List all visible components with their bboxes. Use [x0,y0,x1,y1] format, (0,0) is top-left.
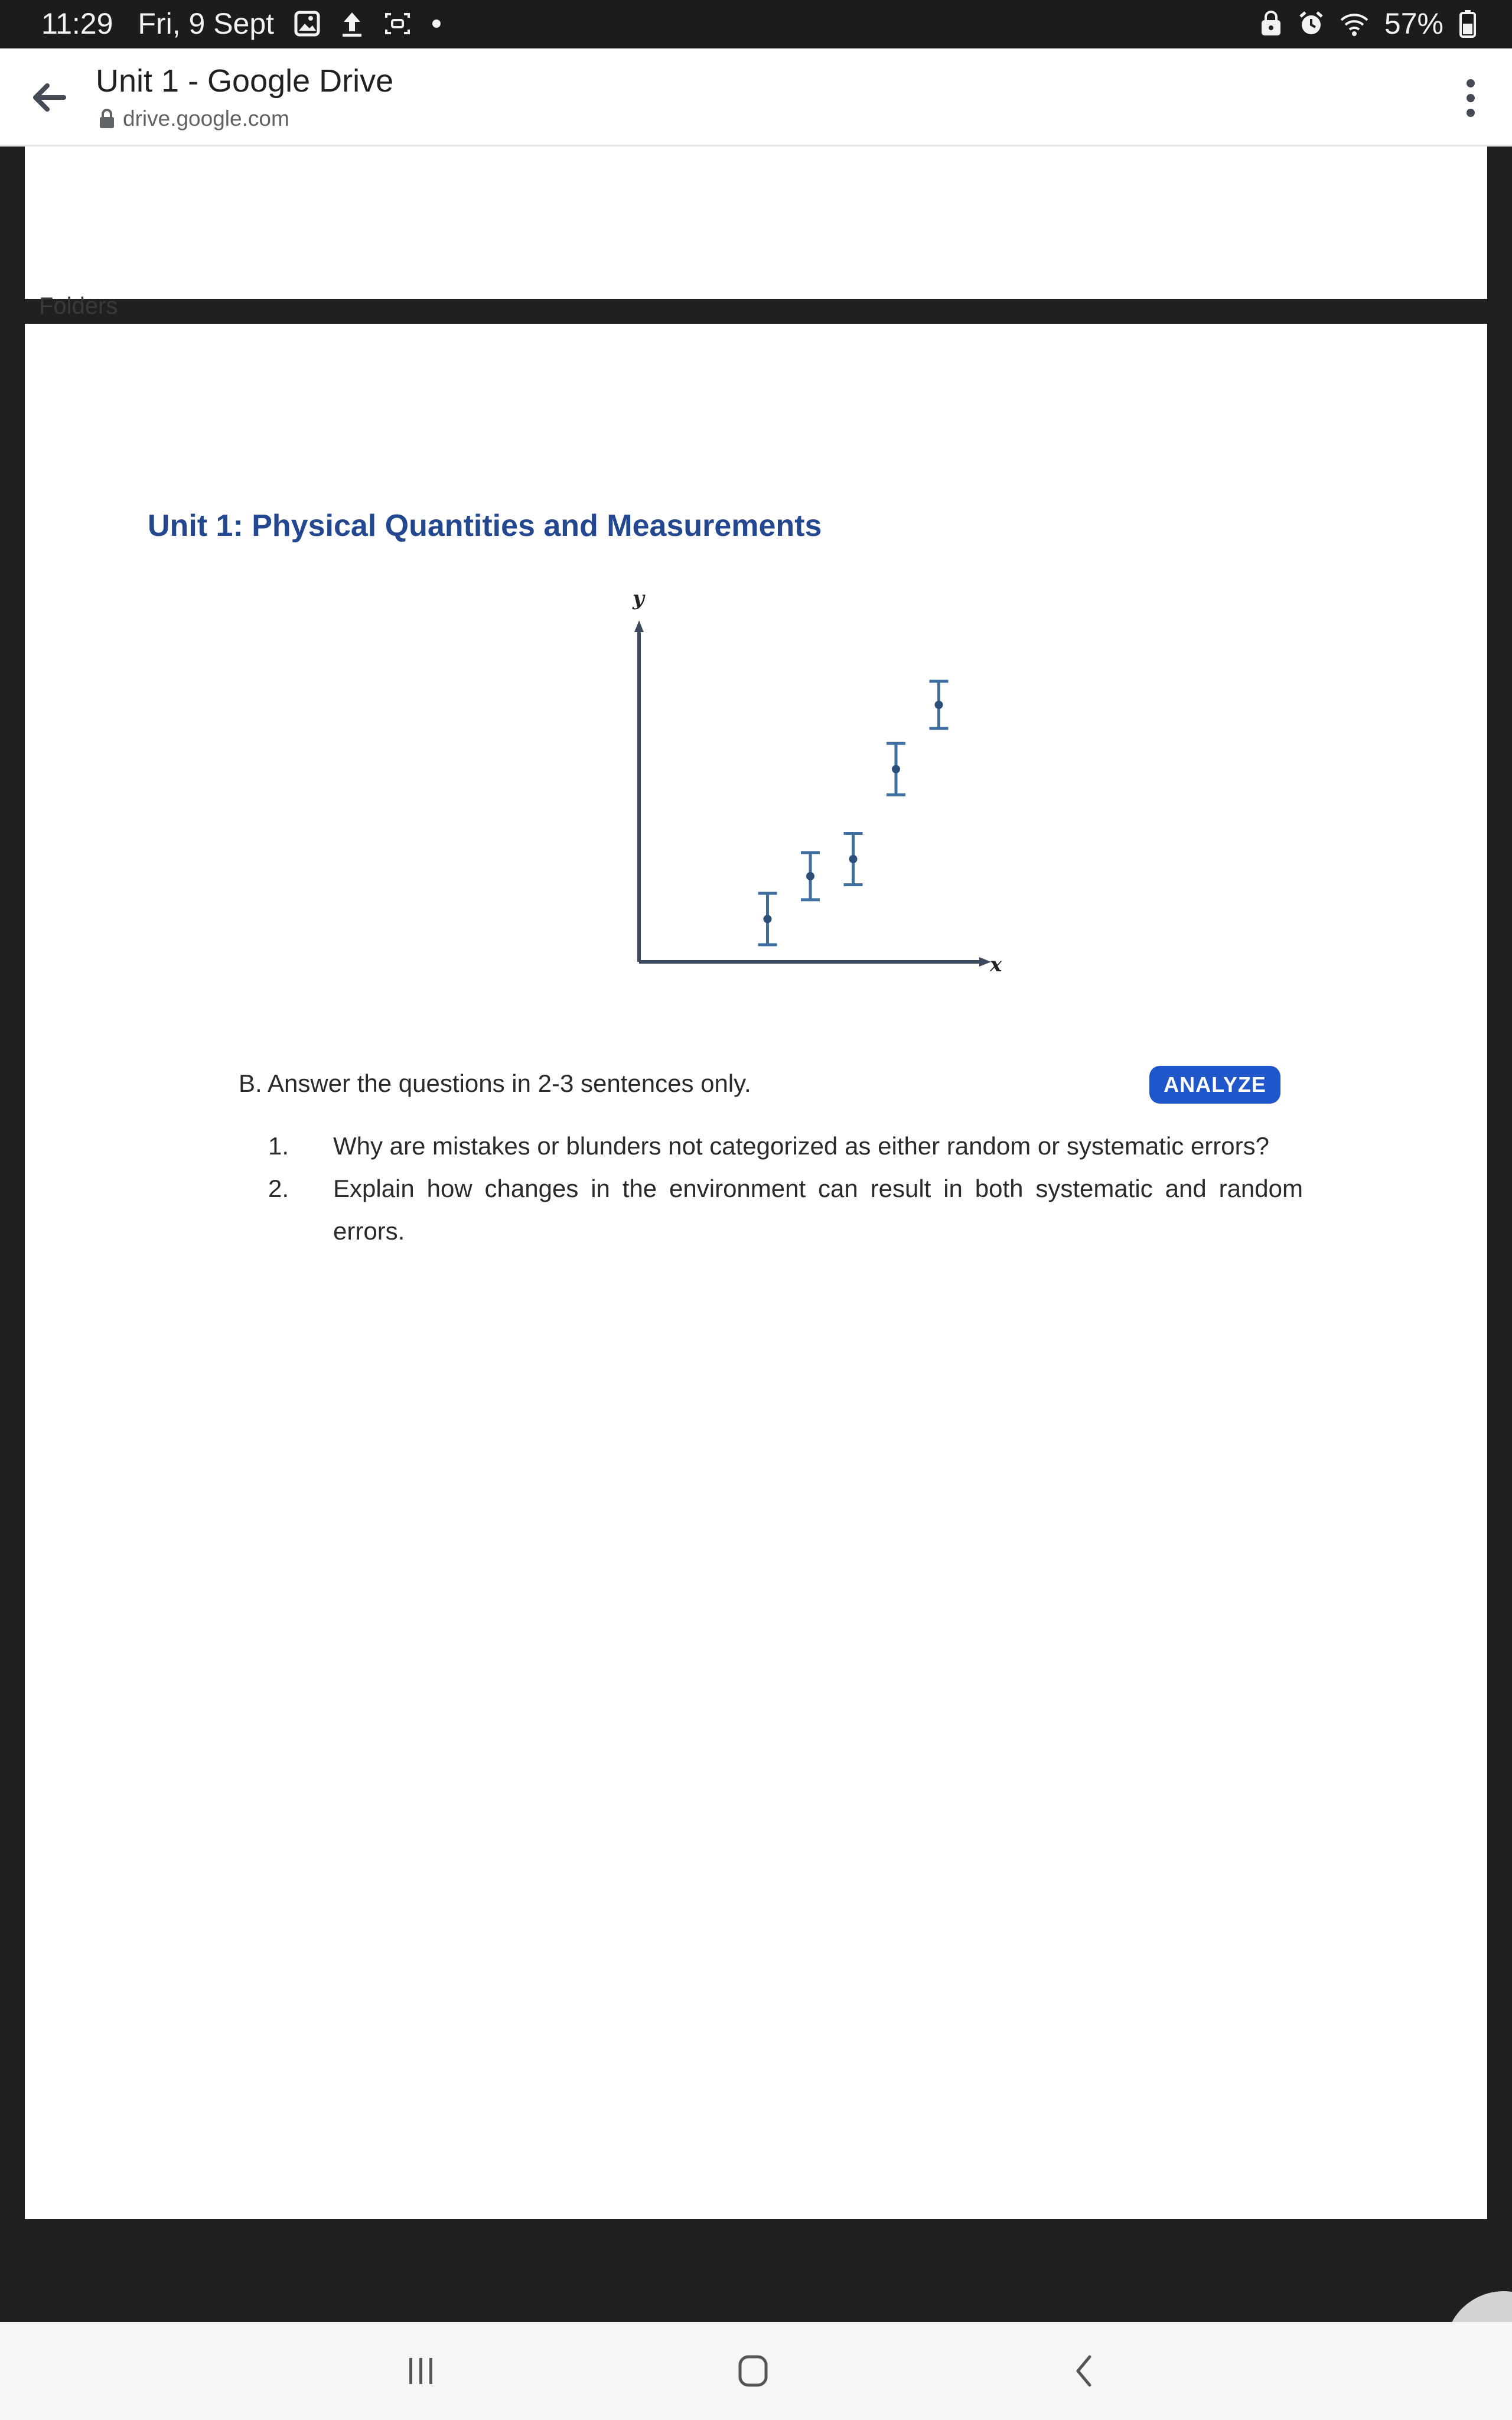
vpn-lock-icon [1259,11,1283,37]
question-list [268,1125,1303,1253]
data-point [935,701,943,709]
alarm-icon [1298,11,1324,37]
battery-icon [1459,9,1477,38]
arrow-left-icon [31,82,67,113]
x-axis-label: x [990,953,1002,977]
chevron-left-icon [1072,2353,1096,2389]
nav-back-button[interactable] [1057,2350,1110,2392]
section-instruction: B. Answer the questions in 2-3 sentences only. [239,1069,751,1097]
question-text: Explain how changes in the environment can result in both systematic and random errors. [333,1175,1303,1245]
data-points [758,681,949,945]
data-point [892,765,900,773]
data-point [806,872,814,880]
error-bar-point [844,834,863,885]
document-page [25,324,1487,2219]
home-icon [735,2353,771,2389]
error-bar-point [887,743,905,795]
question-text: Why are mistakes or blunders not categorized as either random or systematic errors? [333,1132,1269,1160]
status-bar [0,0,1512,48]
dot-icon [431,18,442,29]
error-bar-point [758,893,777,945]
url-text: drive.google.com [123,106,289,131]
error-bar-chart [592,584,1029,985]
unit-title: Unit 1: Physical Quantities and Measurements [148,509,822,543]
screen-record-icon [384,12,411,35]
recent-apps-icon [403,2356,439,2386]
data-point [764,915,772,923]
more-options-button[interactable] [1453,74,1488,122]
wifi-icon [1340,11,1369,37]
question-item [268,1167,1303,1253]
folders-label: Folders [39,293,118,319]
status-date: Fri, 9 Sept [138,7,275,40]
upload-icon [340,10,364,37]
error-bar-point [801,853,820,900]
url-display[interactable] [98,106,289,131]
more-vert-icon [1465,77,1477,119]
analyze-badge: ANALYZE [1149,1066,1280,1104]
status-time: 11:29 [41,7,113,40]
data-point [849,855,858,863]
question-item [268,1125,1303,1167]
previous-page [25,147,1487,299]
gallery-icon [294,11,320,37]
error-bar-point [930,681,949,728]
battery-text: 57% [1384,7,1443,40]
back-button[interactable] [26,74,72,121]
navigation-bar [0,2322,1512,2420]
page-title: Unit 1 - Google Drive [96,63,394,99]
home-button[interactable] [726,2350,780,2392]
y-axis-arrowhead [634,620,644,632]
recent-apps-button[interactable] [395,2350,448,2392]
question-number: 2. [268,1175,289,1202]
question-number: 1. [268,1132,289,1160]
y-axis-label: y [633,587,644,610]
lock-icon [98,108,116,129]
x-axis-arrowhead [979,957,991,967]
browser-header [0,48,1512,147]
